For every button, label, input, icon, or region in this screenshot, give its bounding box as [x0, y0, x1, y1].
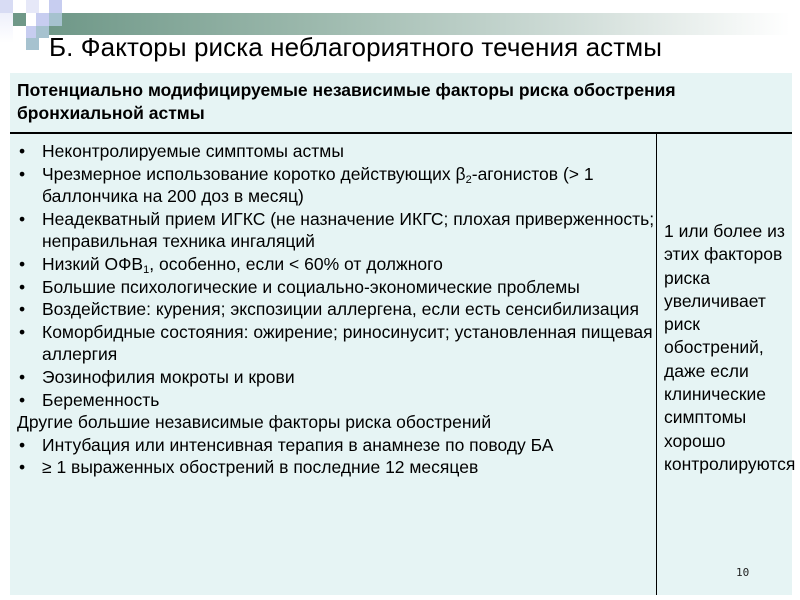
bullet-icon: •: [19, 321, 26, 342]
list-item: • Беременность: [19, 389, 160, 410]
list-item: • Неадекватный прием ИГКС (не назначение ИКГС; плохая приверженность; неправильная техника ингаляций: [19, 208, 655, 252]
bullet-icon: •: [19, 457, 26, 478]
table-header: Потенциально модифицируемые независимые факторы риска обострения бронхиальной астмы: [17, 80, 676, 123]
decor-square: [36, 13, 49, 26]
list-item: • Низкий $ОФВ_1$, особенно, если < 60% от должного: [19, 253, 443, 276]
list-item: • Воздействие: курения; экспозиции аллергена, если есть сенсибилизация: [19, 299, 639, 320]
header-divider: [10, 132, 792, 134]
bullet-icon: •: [19, 276, 26, 297]
bullet-icon: •: [19, 366, 26, 387]
bullet-icon: •: [19, 163, 26, 184]
list-item: • ≥ 1 выраженных обострений в последние 12 месяцев: [19, 457, 479, 478]
decor-square: [0, 0, 13, 13]
decor-square: [36, 26, 49, 38]
bullet-icon: •: [19, 299, 26, 320]
decor-square: [26, 0, 39, 13]
risk-note: 1 или более из этих факторов риска увеличивает риск обострений, даже если клинические симптомы хорошо контролируются: [664, 221, 796, 474]
decor-square: [13, 13, 26, 26]
risk-factor-list: [10, 135, 656, 595]
decor-square: [26, 38, 39, 50]
bullet-icon: •: [19, 389, 26, 410]
other-factors-subheading: Другие большие независимые факторы риска обострений: [17, 412, 492, 433]
list-item: • Эозинофилия мокроты и крови: [19, 366, 295, 387]
bullet-icon: •: [19, 141, 26, 161]
page-number: 10: [736, 566, 750, 579]
bullet-icon: •: [19, 208, 26, 229]
list-item: • Коморбидные состояния: ожирение; риносинусит; установленная пищевая аллергия: [19, 321, 653, 365]
list-item: • Неконтролируемые симптомы астмы: [19, 141, 344, 161]
bullet-icon: •: [19, 253, 26, 274]
list-item: • Интубация или интенсивная терапия в анамнезе по поводу БА: [19, 434, 554, 455]
list-item: • Большие психологические и социально-экономические проблемы: [19, 276, 580, 297]
decor-square: [0, 13, 13, 43]
decor-square: [49, 13, 62, 26]
risk-factors-table: [10, 73, 796, 595]
bullet-icon: •: [19, 434, 26, 455]
decor-square: [49, 0, 62, 13]
column-divider: [656, 133, 657, 595]
list-item: • Чрезмерное использование коротко действующих $\beta_2$-агонистов (> 1 баллончика на 200 доз в месяц): [19, 163, 594, 207]
page-title: Б. Факторы риска неблагориятного течения астмы: [49, 32, 663, 62]
